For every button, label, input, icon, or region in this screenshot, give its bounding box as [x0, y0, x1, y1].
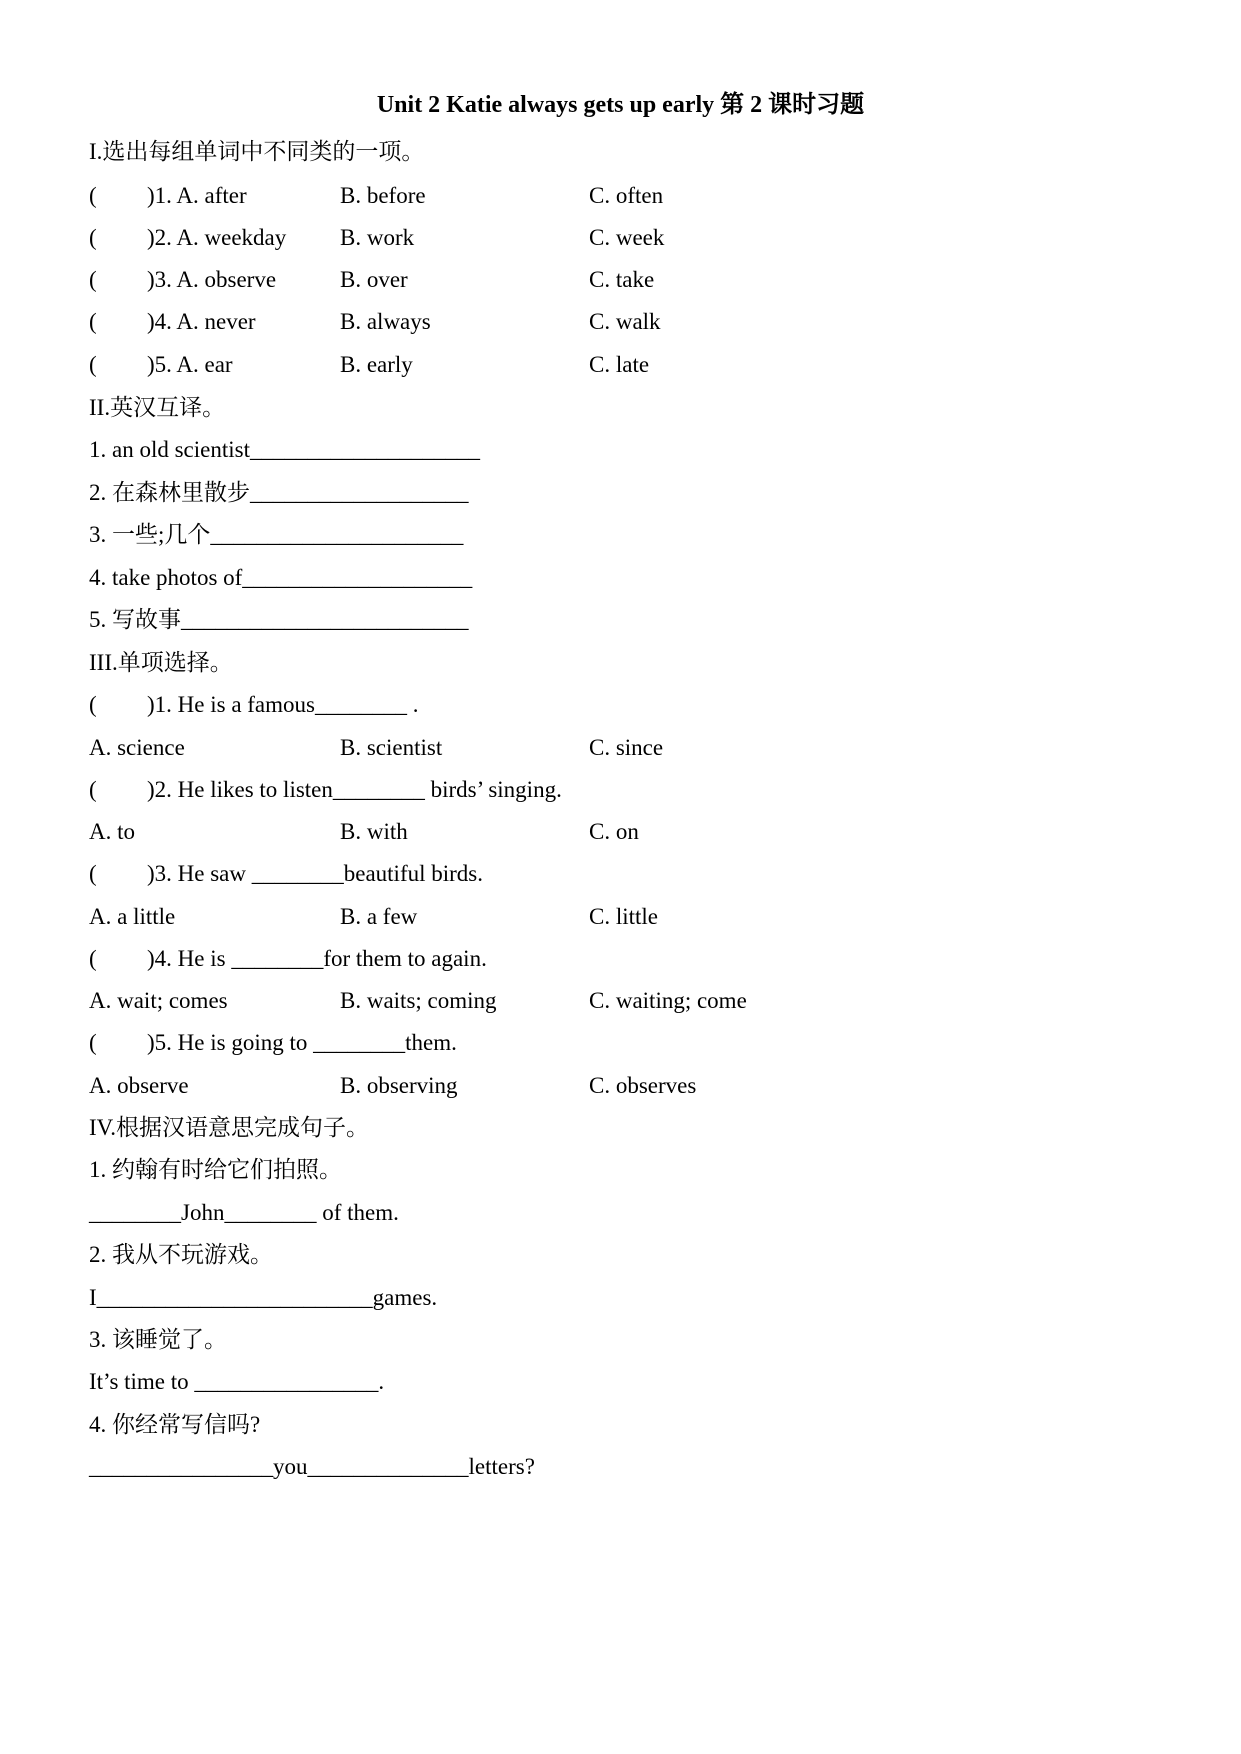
option-a: A. a little [89, 904, 176, 929]
option-b: B. waits; coming [340, 988, 497, 1013]
option-b: B. with [340, 819, 408, 844]
page-title: Unit 2 Katie always gets up early 第 2 课时习题 [376, 92, 865, 118]
option-c: C. since [589, 735, 664, 760]
question-stem: )4. He is ________for them to again. [147, 946, 487, 971]
option-c: C. week [589, 225, 665, 250]
section-3-heading: III.单项选择。 [89, 650, 233, 675]
option-a: A. to [89, 819, 135, 844]
section-2-item-1: 1. an old scientist____________________ [89, 437, 480, 462]
option-c: C. late [589, 352, 650, 377]
option-b: B. scientist [340, 735, 443, 760]
answer-paren: ( [89, 692, 97, 717]
section-4-prompt-1: 1. 约翰有时给它们拍照。 [89, 1157, 342, 1182]
option-b: B. before [340, 183, 426, 208]
section-2-item-3: 3. 一些;几个______________________ [89, 522, 464, 547]
item-stem: )1. A. after [147, 183, 247, 208]
section-4-answer-1: ________John________ of them. [89, 1200, 399, 1225]
section-2-item-2: 2. 在森林里散步___________________ [89, 480, 469, 505]
option-a: A. science [89, 735, 185, 760]
option-c: C. on [589, 819, 639, 844]
answer-paren: ( [89, 946, 97, 971]
section-2-item-5: 5. 写故事_________________________ [89, 607, 469, 632]
answer-paren: ( [89, 309, 97, 334]
section-1-heading: I.选出每组单词中不同类的一项。 [89, 139, 425, 164]
option-c: C. little [589, 904, 658, 929]
answer-paren: ( [89, 267, 97, 292]
section-4-prompt-3: 3. 该睡觉了。 [89, 1327, 227, 1352]
option-b: B. early [340, 352, 413, 377]
option-c: C. often [589, 183, 664, 208]
section-2-heading: II.英汉互译。 [89, 395, 226, 420]
option-b: B. observing [340, 1073, 458, 1098]
item-stem: )4. A. never [147, 309, 256, 334]
option-a: A. wait; comes [89, 988, 228, 1013]
answer-paren: ( [89, 225, 97, 250]
option-a: A. observe [89, 1073, 189, 1098]
question-stem: )1. He is a famous________ . [147, 692, 419, 717]
item-stem: )3. A. observe [147, 267, 277, 292]
question-stem: )5. He is going to ________them. [147, 1030, 457, 1055]
section-4-answer-4: ________________you______________letters? [89, 1454, 535, 1479]
option-c: C. waiting; come [589, 988, 747, 1013]
section-4-prompt-2: 2. 我从不玩游戏。 [89, 1242, 273, 1267]
option-b: B. work [340, 225, 415, 250]
option-b: B. over [340, 267, 408, 292]
answer-paren: ( [89, 352, 97, 377]
option-b: B. a few [340, 904, 418, 929]
option-c: C. observes [589, 1073, 697, 1098]
answer-paren: ( [89, 183, 97, 208]
option-c: C. walk [589, 309, 661, 334]
question-stem: )3. He saw ________beautiful birds. [147, 861, 483, 886]
answer-paren: ( [89, 777, 97, 802]
option-c: C. take [589, 267, 655, 292]
answer-paren: ( [89, 861, 97, 886]
option-b: B. always [340, 309, 431, 334]
answer-paren: ( [89, 1030, 97, 1055]
question-stem: )2. He likes to listen________ birds’ singing. [147, 777, 562, 802]
section-4-answer-3: It’s time to ________________. [89, 1369, 385, 1394]
section-4-prompt-4: 4. 你经常写信吗? [89, 1412, 261, 1437]
item-stem: )2. A. weekday [147, 225, 287, 250]
item-stem: )5. A. ear [147, 352, 233, 377]
section-4-answer-2: I________________________games. [89, 1285, 438, 1310]
section-2-item-4: 4. take photos of____________________ [89, 565, 473, 590]
section-4-heading: IV.根据汉语意思完成句子。 [89, 1115, 370, 1140]
